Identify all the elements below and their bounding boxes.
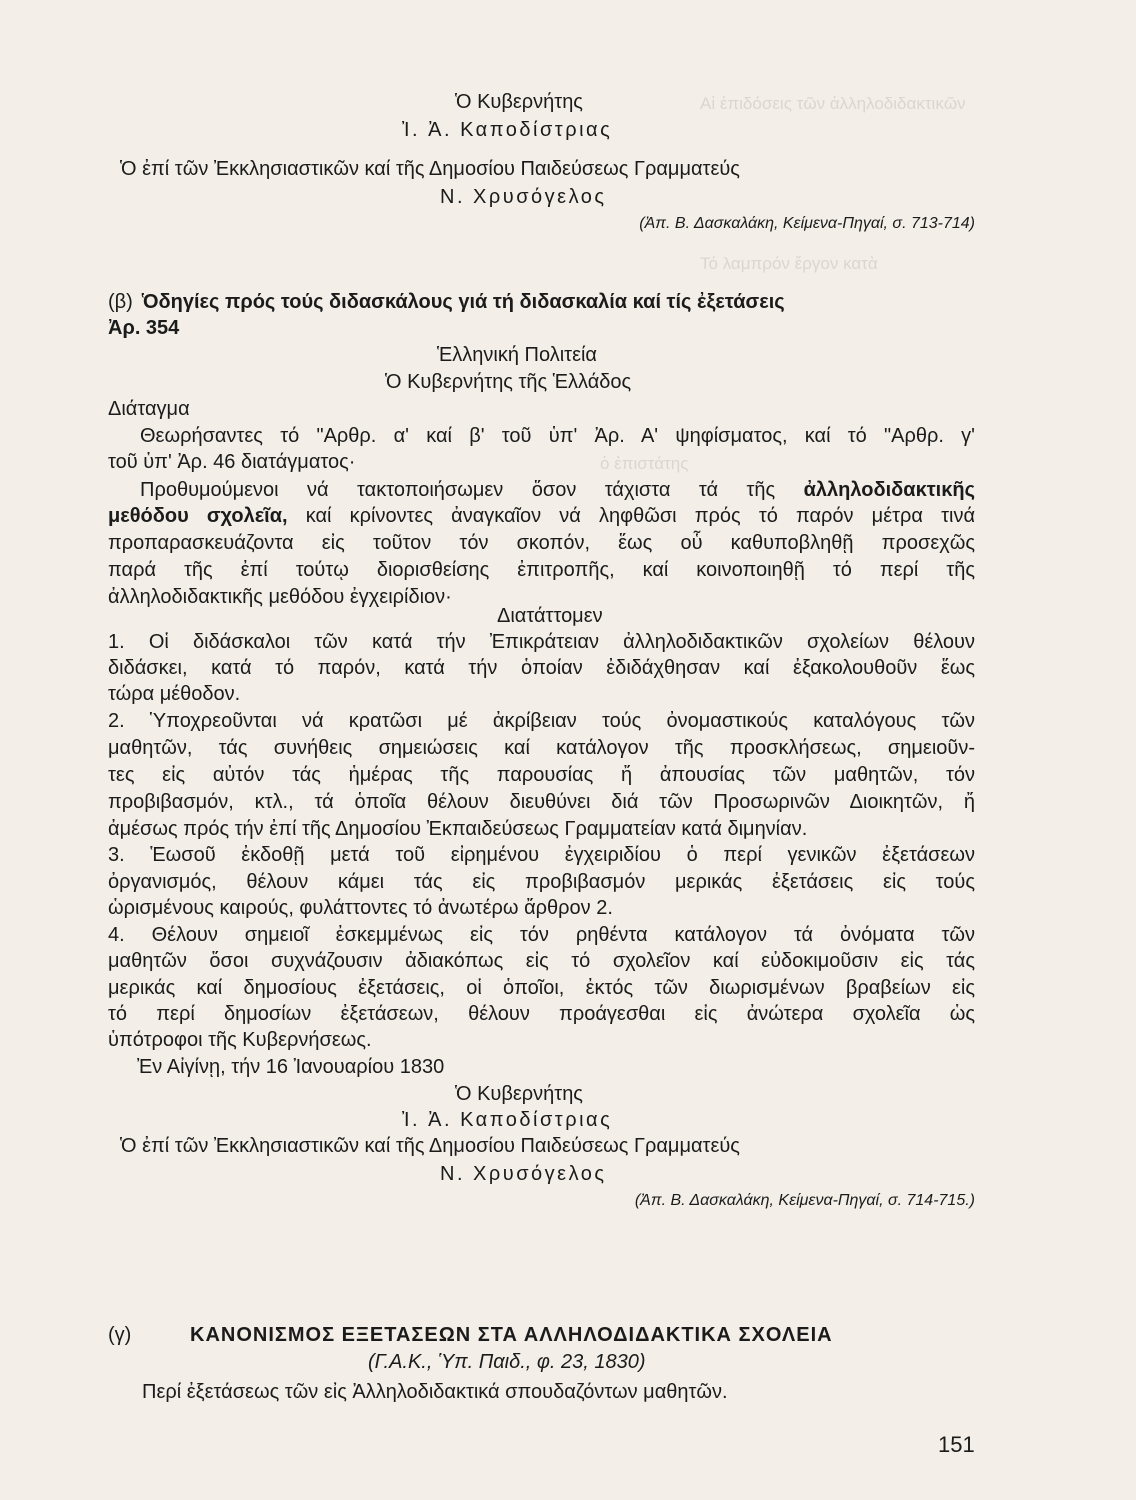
paragraph-text: Προθυμούμενοι νά τακτοποιήσωμεν ὅσον τάχιστα τά τῆς <box>140 479 804 501</box>
citation: (Ἀπ. Β. Δασκαλάκη, Κείμενα-Πηγαί, σ. 713-714) <box>639 215 975 232</box>
paragraph-line <box>140 477 975 503</box>
place-date: Ἐν Αἰγίνῃ, τήν 16 Ἰανουαρίου 1830 <box>137 1056 445 1078</box>
source-reference: (Γ.Α.Κ., Ὑπ. Παιδ., φ. 23, 1830) <box>368 1351 646 1373</box>
article-line: ὀργανισμός, θέλουν κάμει τάς εἰς προβιβασμόν μερικάς ἐξετάσεις εἰς τούς <box>108 871 975 893</box>
bleed-through-text: Τό λαμπρόν ἔργον κατὰ <box>700 254 878 273</box>
preamble-line: Θεωρήσαντες τό "Αρθρ. α' καί β' τοῦ ὑπ' Ἀρ. Α' ψηφίσματος, καί τό "Αρθρ. γ' <box>140 425 975 447</box>
bold-term: ἀλληλοδιδακτικῆς <box>803 479 975 501</box>
article-line: τώρα μέθοδον. <box>108 683 241 705</box>
citation: (Ἀπ. Β. Δασκαλάκη, Κείμενα-Πηγαί, σ. 714-715.) <box>634 1192 975 1209</box>
decree-verb: Διατάττομεν <box>497 605 603 627</box>
article-line: προβιβασμόν, κτλ., τά ὁποῖα θέλουν διευθύνει διά τῶν Προσωρινῶν Διοικητῶν, ἤ <box>108 791 975 813</box>
article-line: μερικάς καί δημοσίους ἐξετάσεις, οἱ ὁποῖοι, ἐκτός τῶν διωρισμένων βραβείων εἰς <box>108 977 975 999</box>
article-line: 2. Ὑποχρεοῦνται νά κρατῶσι μέ ἀκρίβειαν τούς ὀνομαστικούς καταλόγους τῶν <box>108 710 975 732</box>
paragraph-line <box>108 503 975 529</box>
section-heading: Ὁδηγίες πρός τούς διδασκάλους γιά τή διδασκαλία καί τίς ἐξετάσεις <box>142 291 785 313</box>
bleed-through-text: Αἱ ἐπιδόσεις τῶν ἀλληλοδιδακτικῶν <box>700 94 966 113</box>
governor-title: Ὁ Κυβερνήτης <box>455 1083 583 1105</box>
bold-term: μεθόδου σχολεῖα, <box>108 505 288 527</box>
paragraph-text: καί κρίνοντες ἀναγκαῖον νά ληφθῶσι πρός τό παρόν μέτρα τινά <box>287 505 976 527</box>
article-line: 4. Θέλουν σημειοῖ ἐσκεμμένως εἰς τόν ρηθέντα κατάλογον τά ὀνόματα τῶν <box>108 924 975 946</box>
governor-title: Ὁ Κυβερνήτης <box>455 91 583 113</box>
section-label: (γ) <box>108 1324 132 1346</box>
bleed-through-text: ὁ ἐπιστάτης <box>600 454 689 473</box>
article-line: μαθητῶν ὅσοι συχνάζουσιν ἀδιακόπως εἰς τό σχολεῖον καί εὐδοκιμοῦσιν εἰς τάς <box>108 950 975 972</box>
document-number: Ἀρ. 354 <box>108 317 180 339</box>
paragraph-line: παρά τῆς ἐπί τούτῳ διορισθείσης ἐπιτροπῆς, καί κοινοποιηθῇ τό περί τῆς <box>108 559 975 581</box>
section-heading: ΚΑΝΟΝΙΣΜΟΣ ΕΞΕΤΑΣΕΩΝ ΣΤΑ ΑΛΛΗΛΟΔΙΔΑΚΤΙΚΑ ΣΧΟΛΕΙΑ <box>190 1324 833 1346</box>
article-line: ὡρισμένους καιρούς, φυλάττοντες τό ἀνωτέρω ἄρθρον 2. <box>108 897 613 919</box>
section-subtitle: Περί ἐξετάσεως τῶν εἰς Ἀλληλοδιδακτικά σπουδαζόντων μαθητῶν. <box>142 1381 728 1403</box>
article-line: μαθητῶν, τάς συνήθεις σημειώσεις καί κατάλογον τῆς προσκλήσεως, σημειοῦν- <box>108 737 975 759</box>
governor-of-greece: Ὁ Κυβερνήτης τῆς Ἑλλάδος <box>385 371 632 393</box>
secretary-title: Ὁ ἐπί τῶν Ἐκκλησιαστικῶν καί τῆς Δημοσίου Παιδεύσεως Γραμματεύς <box>120 158 740 180</box>
article-line: 1. Οἱ διδάσκαλοι τῶν κατά τήν Ἐπικράτειαν ἀλληλοδιδακτικῶν σχολείων θέλουν <box>108 631 975 653</box>
state-name: Ἑλληνική Πολιτεία <box>437 344 597 366</box>
paragraph-line: προπαρασκευάζοντα εἰς τοῦτον τόν σκοπόν, ἕως οὗ καθυποβληθῇ προσεχῶς <box>108 532 975 554</box>
governor-name: Ἰ. Ἀ. Καποδίστριας <box>402 1109 613 1131</box>
article-line: τες εἰς αὐτόν τάς ἡμέρας τῆς παρουσίας ἤ ἀπουσίας τῶν μαθητῶν, τόν <box>108 764 975 786</box>
secretary-title: Ὁ ἐπί τῶν Ἐκκλησιαστικῶν καί τῆς Δημοσίου Παιδεύσεως Γραμματεύς <box>120 1135 740 1157</box>
decree-label: Διάταγμα <box>108 398 190 420</box>
article-line: τό περί δημοσίων ἐξετάσεων, θέλουν προάγεσθαι εἰς ἀνώτερα σχολεῖα ὡς <box>108 1003 975 1025</box>
article-line: ὑπότροφοι τῆς Κυβερνήσεως. <box>108 1029 372 1051</box>
governor-name: Ἰ. Ἀ. Καποδίστριας <box>402 119 613 141</box>
preamble-line: τοῦ ὑπ' Ἀρ. 46 διατάγματος· <box>108 451 356 473</box>
section-label: (β) <box>108 291 133 313</box>
article-line: ἀμέσως πρός τήν ἐπί τῆς Δημοσίου Ἐκπαιδεύσεως Γραμματείαν κατά διμηνίαν. <box>108 818 808 840</box>
article-line: 3. Ἑωσοῦ ἐκδοθῇ μετά τοῦ εἰρημένου ἐγχειριδίου ὁ περί γενικῶν ἐξετάσεων <box>108 844 975 866</box>
secretary-name: Ν. Χρυσόγελος <box>440 186 607 208</box>
page-number: 151 <box>938 1432 975 1457</box>
secretary-name: Ν. Χρυσόγελος <box>440 1163 607 1185</box>
article-line: διδάσκει, κατά τό παρόν, κατά τήν ὁποίαν ἐδιδάχθησαν καί ἐξακολουθοῦν ἕως <box>108 657 975 679</box>
paragraph-line: ἀλληλοδιδακτικῆς μεθόδου ἐγχειρίδιον· <box>108 586 452 608</box>
